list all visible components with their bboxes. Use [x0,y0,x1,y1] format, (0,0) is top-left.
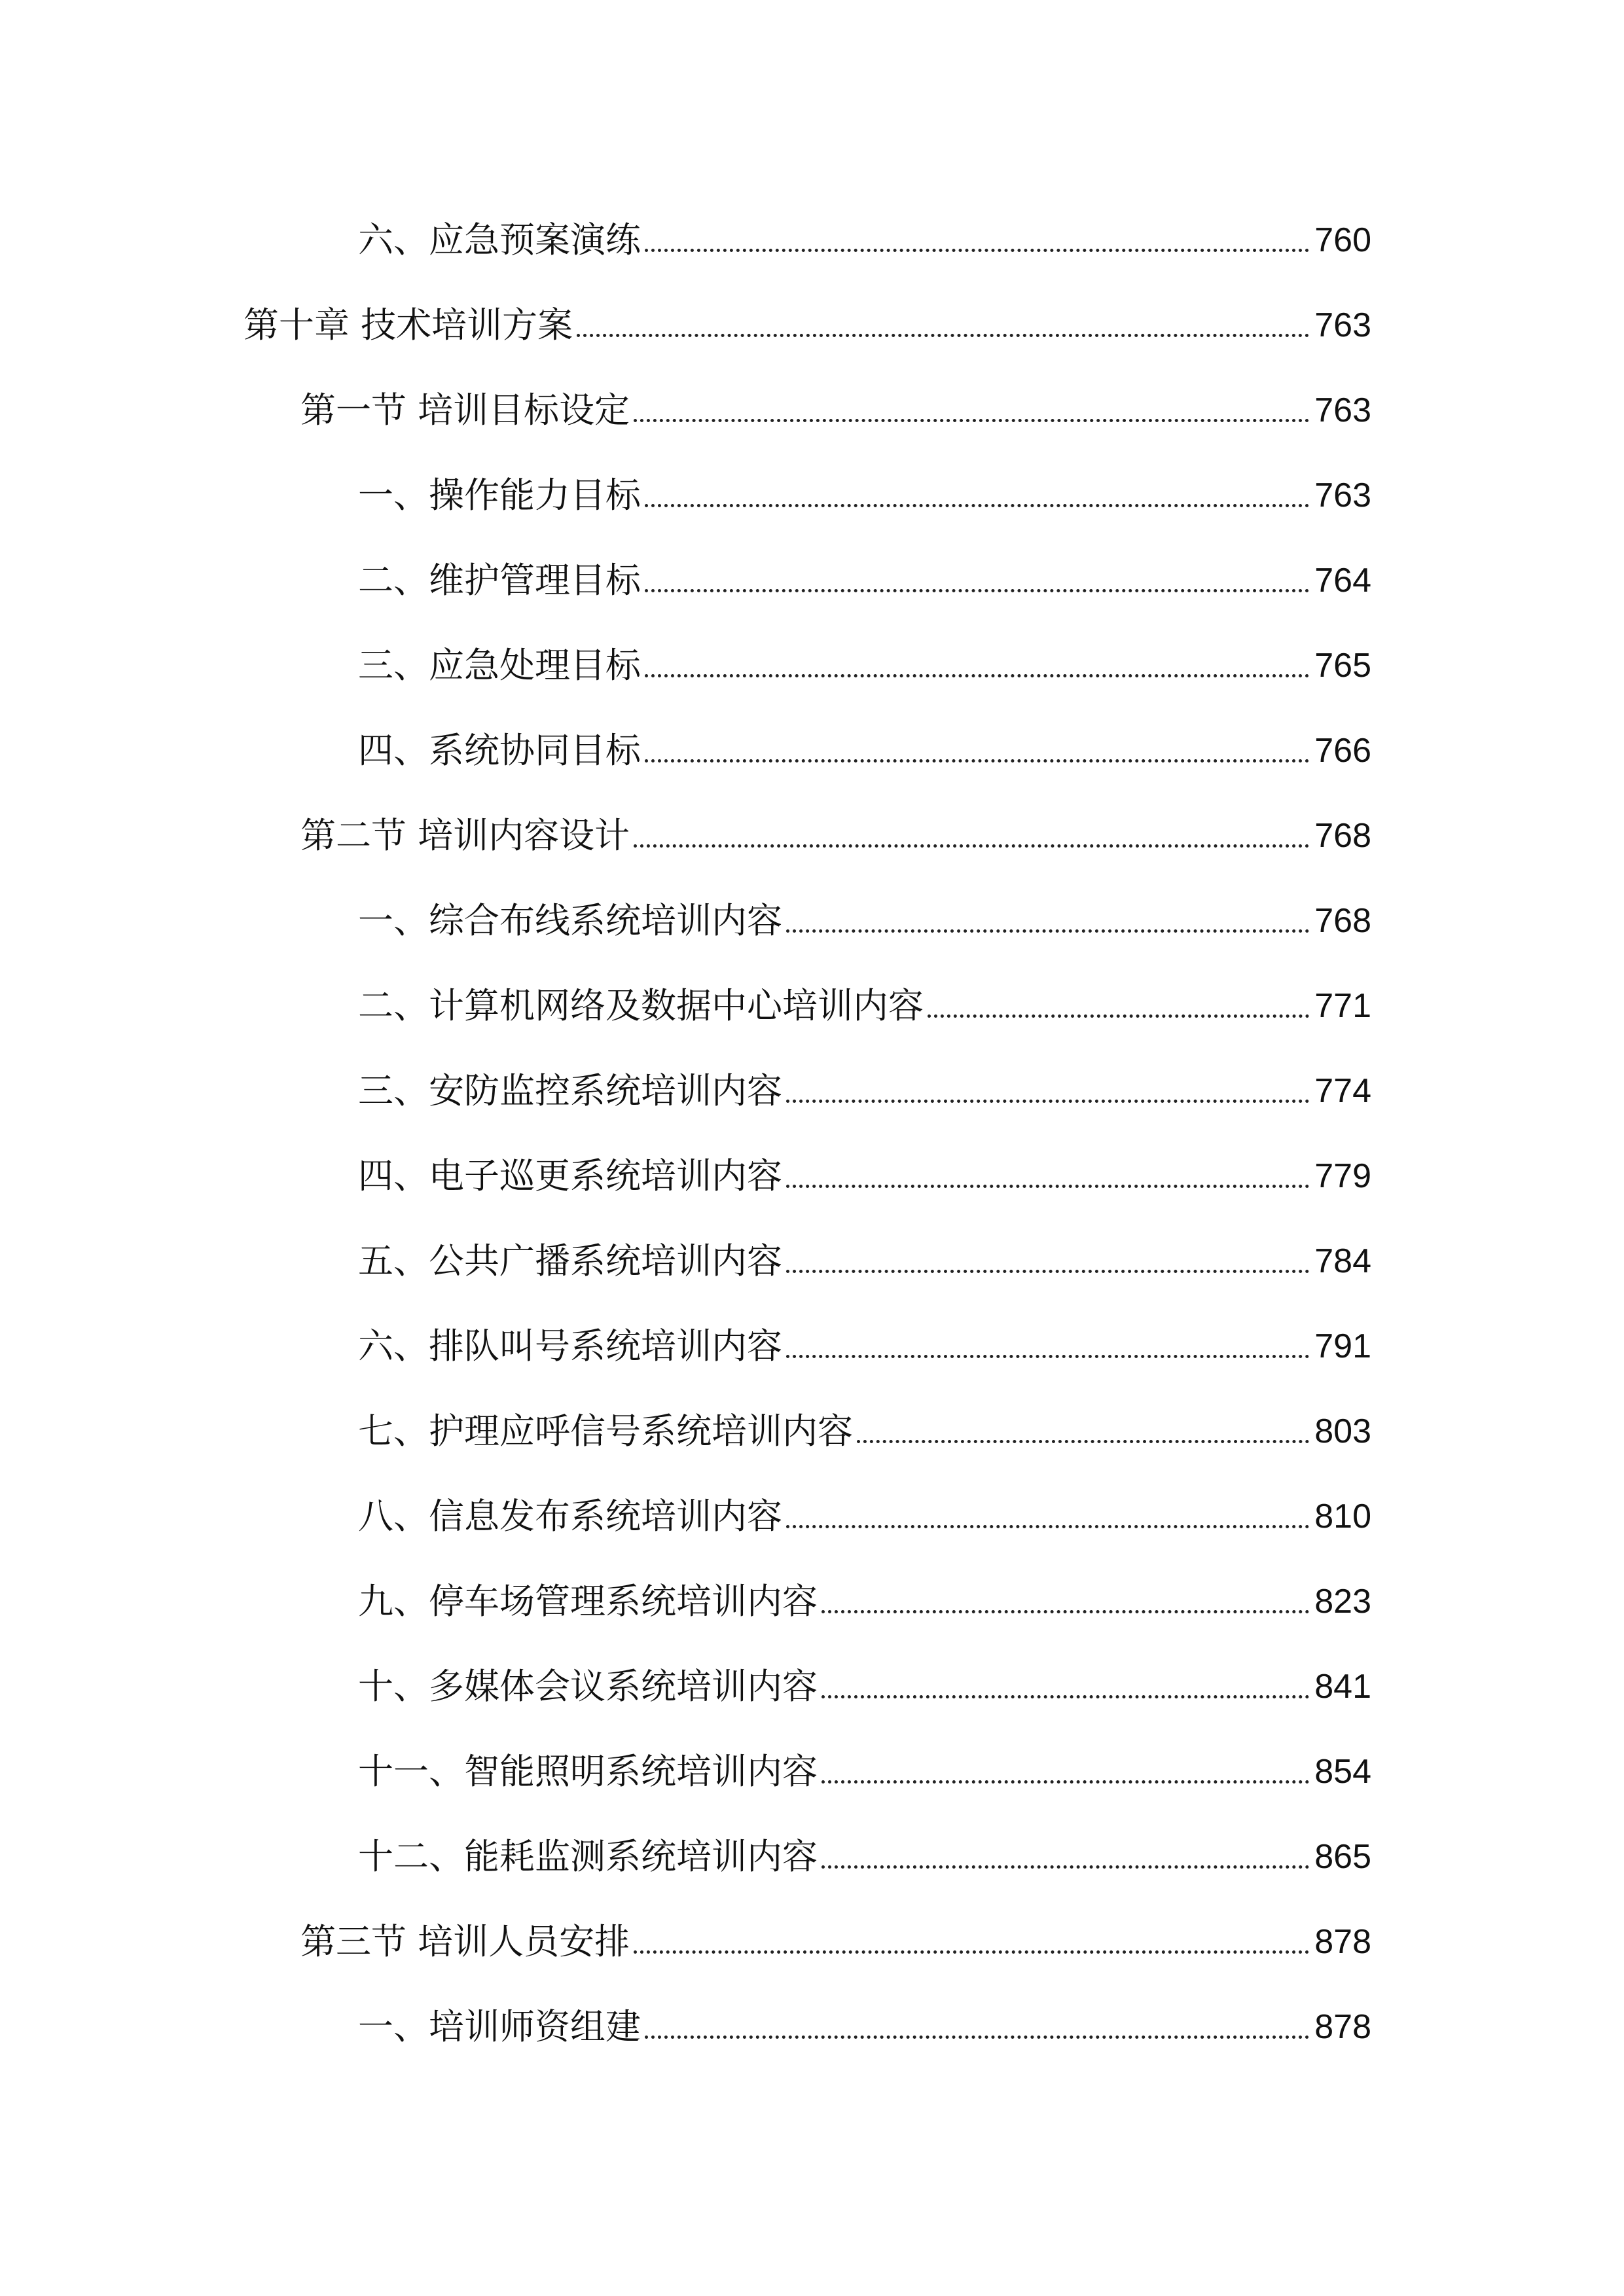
toc-entry-title: 第一节 培训目标设定 [300,389,630,431]
toc-entry-page: 854 [1314,1753,1371,1791]
toc-entry[interactable] [358,1405,1371,1458]
toc-entry-title: 三、安防监控系统培训内容 [358,1070,782,1111]
toc-entry-page: 768 [1314,902,1371,940]
toc-entry-page: 803 [1314,1412,1371,1450]
toc-entry-page: 791 [1314,1327,1371,1365]
toc-dot-leader [645,674,1309,677]
toc-entry-title: 十、多媒体会议系统培训内容 [358,1666,818,1707]
toc-entry-title: 六、排队叫号系统培训内容 [358,1325,782,1367]
toc-entry-title: 四、系统协同目标 [358,730,641,771]
toc-entry[interactable] [358,725,1371,777]
toc-dot-leader [577,334,1309,337]
toc-dot-leader [645,589,1309,592]
toc-dot-leader [634,1950,1309,1954]
toc-entry-title: 五、公共广播系统培训内容 [358,1240,782,1282]
toc-entry-title: 九、停车场管理系统培训内容 [358,1581,818,1622]
toc-dot-leader [821,1865,1309,1869]
toc-dot-leader [786,929,1309,933]
toc-entry-page: 760 [1314,221,1371,259]
toc-entry-page: 878 [1314,1923,1371,1961]
toc-dot-leader [821,1610,1309,1613]
toc-entry-page: 765 [1314,647,1371,685]
toc-entry-title: 七、护理应呼信号系统培训内容 [358,1410,853,1452]
toc-entry-title: 第十章 技术培训方案 [244,304,573,346]
toc-entry-title: 八、信息发布系统培训内容 [358,1496,782,1537]
toc-entry-page: 763 [1314,476,1371,514]
toc-dot-leader [634,419,1309,422]
toc-entry-section[interactable] [300,384,1371,437]
toc-dot-leader [821,1695,1309,1698]
toc-entry[interactable] [358,469,1371,522]
toc-entry-page: 771 [1314,987,1371,1025]
toc-entry[interactable] [358,2001,1371,2053]
toc-entry[interactable] [358,1150,1371,1202]
toc-entry[interactable] [358,1831,1371,1883]
toc-entry-page: 764 [1314,562,1371,600]
toc-entry-page: 763 [1314,306,1371,344]
toc-entry-title: 一、培训师资组建 [358,2006,641,2047]
toc-dot-leader [645,2036,1309,2039]
toc-entry-page: 810 [1314,1498,1371,1535]
toc-dot-leader [786,1185,1309,1188]
toc-entry-page: 784 [1314,1242,1371,1280]
toc-dot-leader [634,844,1309,848]
toc-entry-title: 十二、能耗监测系统培训内容 [358,1836,818,1877]
toc-entry-page: 878 [1314,2008,1371,2046]
toc-dot-leader [821,1780,1309,1784]
toc-dot-leader [786,1100,1309,1103]
toc-entry-title: 三、应急处理目标 [358,645,641,686]
toc-entry[interactable] [358,1575,1371,1628]
toc-dot-leader [786,1355,1309,1358]
toc-entry-title: 一、操作能力目标 [358,475,641,516]
toc-entry-chapter[interactable] [244,299,1371,351]
toc-entry[interactable] [358,1235,1371,1287]
toc-entry-section[interactable] [300,810,1371,862]
toc-entry[interactable] [358,1746,1371,1798]
toc-entry-title: 六、应急预案演练 [358,219,641,260]
toc-dot-leader [645,504,1309,507]
toc-entry-page: 774 [1314,1072,1371,1110]
toc-entry-page: 763 [1314,391,1371,429]
toc-entry[interactable] [358,980,1371,1032]
toc-entry[interactable] [358,214,1371,266]
toc-entry-title: 一、综合布线系统培训内容 [358,900,782,941]
toc-entry[interactable] [358,1065,1371,1117]
toc-entry-title: 十一、智能照明系统培训内容 [358,1751,818,1792]
toc-entry-title: 四、电子巡更系统培训内容 [358,1155,782,1196]
toc-entry-page: 768 [1314,817,1371,855]
toc-entry[interactable] [358,895,1371,947]
toc-dot-leader [645,249,1309,252]
toc-entry[interactable] [358,554,1371,607]
toc-entry[interactable] [358,1490,1371,1543]
toc-entry-title: 二、计算机网络及数据中心培训内容 [358,985,924,1026]
toc-entry-page: 766 [1314,732,1371,770]
toc-entry-page: 865 [1314,1838,1371,1876]
toc-dot-leader [645,759,1309,762]
toc-dot-leader [786,1525,1309,1528]
toc-entry[interactable] [358,1660,1371,1713]
toc-entry-title: 二、维护管理目标 [358,560,641,601]
toc-entry[interactable] [358,1320,1371,1372]
toc-dot-leader [928,1014,1309,1018]
toc-entry[interactable] [358,639,1371,692]
toc-entry-title: 第二节 培训内容设计 [300,815,630,856]
toc-entry-title: 第三节 培训人员安排 [300,1921,630,1962]
toc-entry-page: 823 [1314,1583,1371,1621]
toc-entry-section[interactable] [300,1916,1371,1968]
toc-dot-leader [857,1440,1309,1443]
toc-entry-page: 841 [1314,1668,1371,1706]
toc-dot-leader [786,1270,1309,1273]
toc-entry-page: 779 [1314,1157,1371,1195]
